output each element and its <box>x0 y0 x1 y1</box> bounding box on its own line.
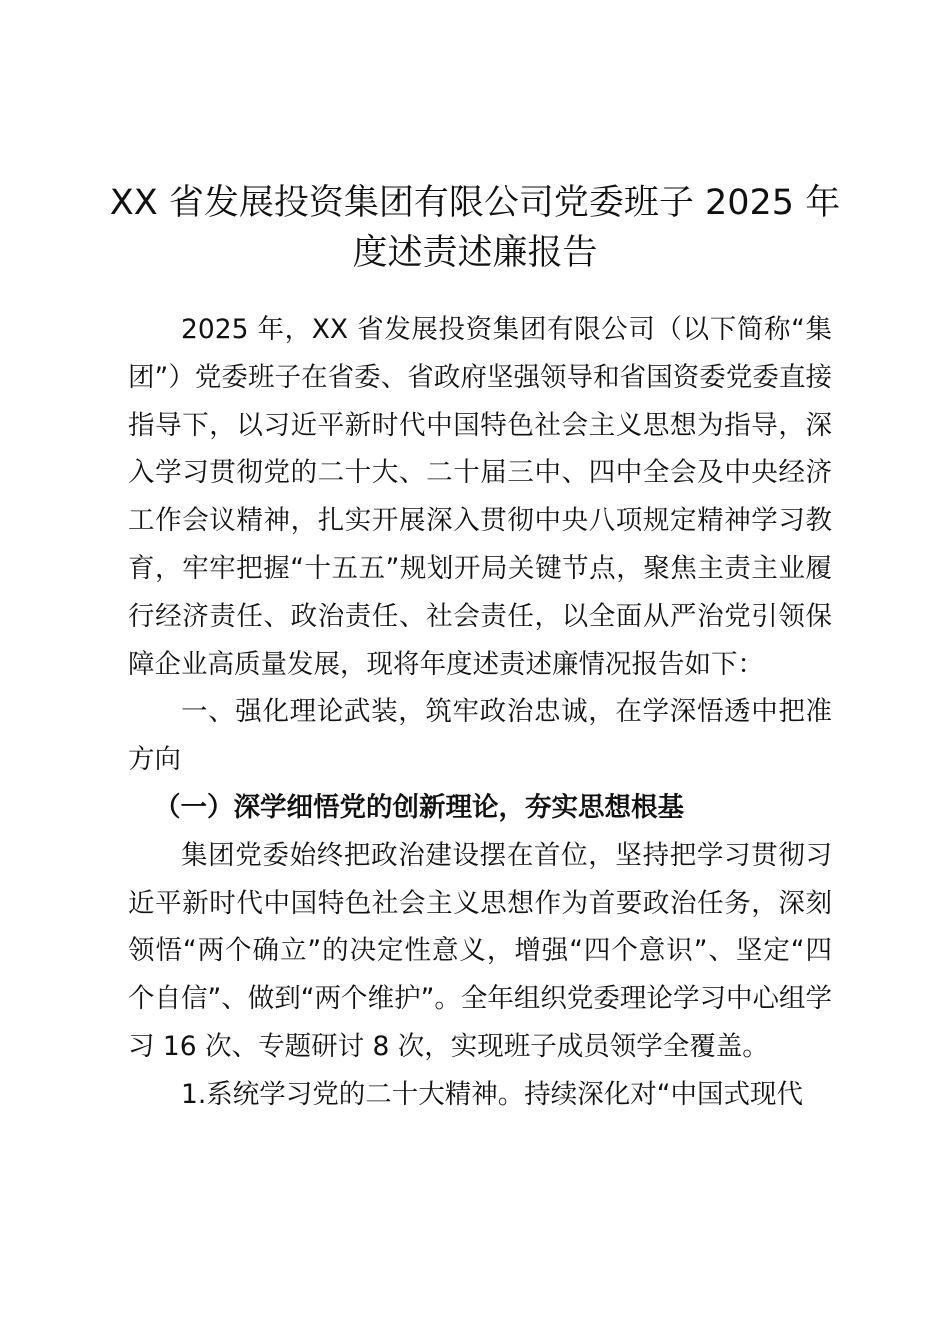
document-title: XX 省发展投资集团有限公司党委班子 2025 年度述责述廉报告 <box>109 183 841 273</box>
subsection-heading-1: （一）深学细悟党的创新理论，夯实思想根基 <box>154 791 684 823</box>
document-body <box>128 306 832 1119</box>
body-paragraph-1: 集团党委始终把政治建设摆在首位，坚持把学习贯彻习近平新时代中国特色社会主义思想作为首要政治任务，深刻领悟“两个确立”的决定性意义，增强“四个意识”、坚定“四个自信”、做到“两个维护”。全年组织党委理论学习中心组学习 16 次、专题研讨 8 次，实现班子成员领学全覆盖。 <box>128 839 832 1062</box>
section-heading-1: 一、强化理论武装，筑牢政治忠诚，在学深悟透中把准方向 <box>128 696 832 776</box>
body-paragraph-2: 1.系统学习党的二十大精神。持续深化对“中国式现代 <box>181 1078 804 1110</box>
intro-paragraph: 2025 年，XX 省发展投资集团有限公司（以下简称“集团”）党委班子在省委、省政府坚强领导和省国资委党委直接指导下，以习近平新时代中国特色社会主义思想为指导，深入学习贯彻党的二十大、二十届三中、四中全会及中央经济工作会议精神，扎实开展深入贯彻中央八项规定精神学习教育，牢牢把握“十五五”规划开局关键节点，聚焦主责主业履行经济责任、政治责任、社会责任，以全面从严治党引领保障企业高质量发展，现将年度述责述廉情况报告如下： <box>128 314 832 680</box>
